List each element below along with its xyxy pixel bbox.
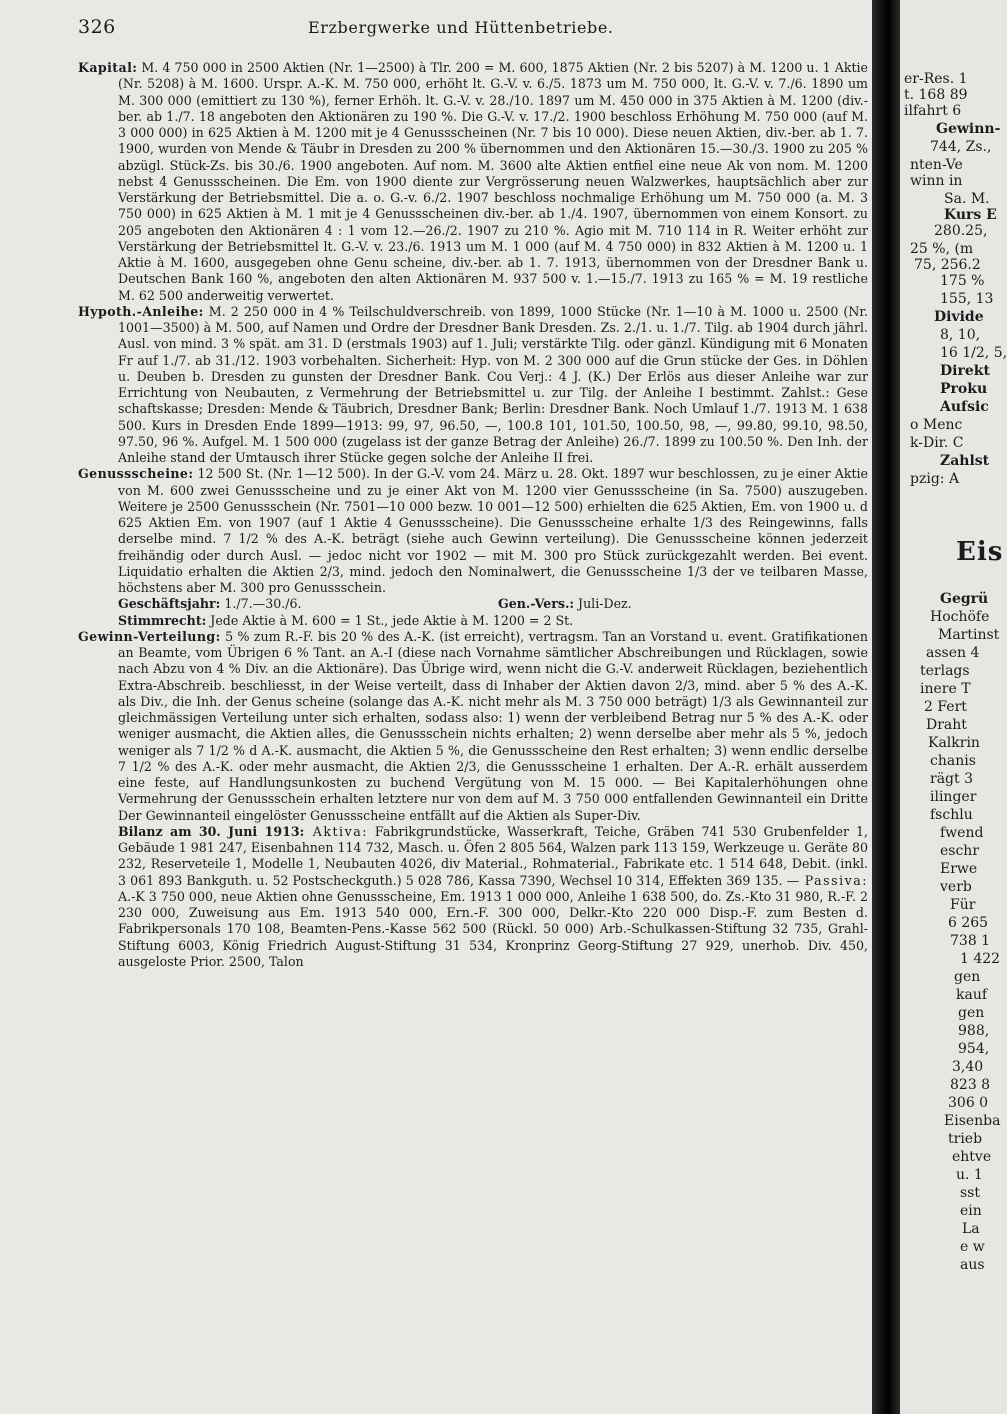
adjacent-line: 280.25, <box>934 223 988 239</box>
entry-gewinn-verteilung <box>78 629 868 824</box>
bilanz-label: Bilanz am 30. Juni 1913: <box>118 823 305 839</box>
adjacent-line: Proku <box>940 381 988 397</box>
entry-label: Hypoth.-Anleihe: <box>78 303 204 319</box>
adjacent-line: k-Dir. C <box>910 435 964 451</box>
adjacent-line: inere T <box>920 681 971 697</box>
adjacent-line: Martinst <box>938 627 1000 643</box>
adjacent-line: o Menc <box>910 417 963 433</box>
adjacent-line: chanis <box>930 753 976 769</box>
adjacent-line: Gewinn- <box>936 121 1001 137</box>
entry-text: 5 % zum R.-F. bis 20 % des A.-K. (ist erreicht), vertragsm. Tan an Vorstand u. event. Gratifikationen an Beamte, vom Übrigen 6 % Tant. an A.-I (diese nach Vornahme sämtlicher Abschreibungen und Rücklagen, sowie nach Abzu von 4 % Div. an die Aktionäre). Das Übrige wird, wenn nicht die G.-V. anderweit Rücklagen, beziehentlich Extra-Abschreib. beschliesst, in der Weise verteilt, dass di Inhaber der Aktien davon 2/3, mind. aber 5 % des A.-K. als Div., die Inh. der Genus scheine (solange das A.-K. nicht mehr als M. 3 750 000 beträgt) 1/3 als Gewinnanteil zur gleichmässigen Verteilung unter sich erhalten, sodass also: 1) wenn der verbleibend Betrag nur 5 % des A.-K. oder weniger ausmacht, die Aktien alles, die Genussschein nichts erhalten; 2) wenn derselbe aber mehr als 5 %, jedoch weniger als 7 1/2 % d A.-K. ausmacht, die Aktien 5 %, die Genussscheine den Rest erhalten; 3) wenn endlic derselbe 7 1/2 % des A.-K. oder mehr ausmacht, die Aktien 2/3, die Genussscheine 1 erhalten. Der A.-R. erhält ausserdem eine feste, auf Handlungsunkosten zu buchend Vergütung von M. 15 000. — Bei Kapitalerhöhungen ohne Vermehrung der Genussschein erhalten letztere nur von dem auf M. 3 750 000 entfallenden Gewinnanteil ein Dritte Der Gewinnanteil eingelöster Genussscheine entfällt auf die Aktien als Super-Div. <box>118 628 868 823</box>
adjacent-line: eschr <box>940 843 980 859</box>
adjacent-line: Kurs E <box>944 207 997 223</box>
entry-text: 12 500 St. (Nr. 1—12 500). In der G.-V. vom 24. März u. 28. Okt. 1897 wur beschlossen, zu je einer Aktie von M. 600 zwei Genussscheine und zu je einer Akt von M. 1200 vier Genussscheine (in Sa. 7500) auszugeben. Weitere je 2500 Genussschein (Nr. 7501—10 000 bezw. 10 001—12 500) erhielten die 625 Aktien, Em. von 1900 u. d 625 Aktien Em. von 1907 (auf 1 Aktie 4 Genussscheine). Die Genussscheine erhalte 1/3 des Reingewinns, falls derselbe mind. 7 1/2 % des A.-K. beträgt (siehe auch Gewinn verteilung). Die Genussscheine können jederzeit freihändig oder durch Ausl. — jedoc nicht vor 1902 — mit M. 300 pro Stück zurückgezahlt werden. Bei event. Liquidatio erhalten die Aktien 2/3, mind. jedoch den Nominalwert, die Genussscheine 1/3 der ve teilbaren Masse, höchstens aber M. 300 pro Genussschein. <box>118 466 868 595</box>
adjacent-line: assen 4 <box>926 645 980 661</box>
adjacent-line: Zahlst <box>940 453 990 469</box>
entry-stimmrecht <box>78 613 868 629</box>
adjacent-line: Gegrü <box>940 591 989 607</box>
stimmrecht-label: Stimmrecht: <box>118 612 207 628</box>
entry-genussscheine <box>78 466 868 596</box>
entry-hypoth-anleihe <box>78 304 868 467</box>
adjacent-line: 738 1 <box>950 933 991 949</box>
geschaeftsjahr-value: 1./7.—30./6. <box>220 596 302 612</box>
adjacent-line: 16 1/2, 5, <box>940 345 1007 361</box>
adjacent-line: Hochöfe <box>930 609 990 625</box>
passiva-text: A.-K 3 750 000, neue Aktien ohne Genussscheine, Em. 1913 1 000 000, Anleihe 1 638 500, do. Zs.-Kto 31 980, R.-F. 2 230 000, Zuweisung aus Em. 1913 540 000, Ern.-F. 300 000, Delkr.-Kto 220 000 Disp.-F. zum Besten d. Fabrikpersonals 170 108, Beamten-Pens.-Kasse 562 500 (Rückl. 50 000) Arb.-Schulkassen-Stiftung 32 735, Grahl-Stiftung 6003, König Friedrich August-Stiftung 31 534, Kronprinz Georg-Stiftung 27 929, unerhob. Div. 450, ausgeloste Prior. 2500, Talon <box>118 888 868 969</box>
adjacent-line: 823 8 <box>950 1077 991 1093</box>
adjacent-line: winn in <box>910 173 963 189</box>
adjacent-line: 2 Fert <box>924 699 967 715</box>
entry-label: Kapital: <box>78 60 138 75</box>
adjacent-line: Draht <box>926 717 967 733</box>
adjacent-line: ehtve <box>952 1149 992 1165</box>
adjacent-line: aus <box>960 1257 985 1273</box>
gen-vers <box>498 596 868 612</box>
adjacent-line: 25 %, (m <box>910 241 974 257</box>
adjacent-line: Für <box>950 897 976 913</box>
adjacent-page-fragment <box>900 0 1007 1414</box>
adjacent-line: er-Res. 1 <box>904 71 968 87</box>
page-header <box>78 16 868 42</box>
adjacent-line: t. 168 89 <box>904 87 968 103</box>
entry-bilanz <box>78 824 868 970</box>
entry-kapital <box>78 60 868 304</box>
adjacent-line: verb <box>940 879 972 895</box>
adjacent-line: pzig: A <box>910 471 960 487</box>
adjacent-line: Erwe <box>940 861 978 877</box>
geschaeftsjahr <box>118 596 498 612</box>
adjacent-line: Eisenba <box>944 1113 1001 1129</box>
adjacent-line: ein <box>960 1203 982 1219</box>
fiscal-meta-row <box>78 596 868 612</box>
adjacent-line: 1 422 <box>960 951 1001 967</box>
adjacent-line: gen <box>958 1005 985 1021</box>
adjacent-line: u. 1 <box>956 1167 983 1183</box>
adjacent-line: 175 % <box>940 273 985 289</box>
gen-vers-label: Gen.-Vers.: <box>498 596 575 612</box>
adjacent-line: sst <box>960 1185 980 1201</box>
entry-label: Genussscheine: <box>78 466 194 482</box>
adjacent-line: ilfahrt 6 <box>904 103 962 119</box>
adjacent-line: rägt 3 <box>930 771 973 787</box>
body-text <box>78 60 868 970</box>
adjacent-line: fschlu <box>930 807 973 823</box>
adjacent-line: Kalkrin <box>928 735 980 751</box>
adjacent-line: Aufsic <box>940 399 989 415</box>
adjacent-line: ilinger <box>930 789 977 805</box>
adjacent-line: 6 265 <box>948 915 989 931</box>
stimmrecht-text: Jede Aktie à M. 600 = 1 St., jede Aktie à M. 1200 = 2 St. <box>206 612 574 628</box>
gen-vers-value: Juli-Dez. <box>574 596 632 612</box>
page-number: 326 <box>78 16 116 38</box>
adjacent-line: Direkt <box>940 363 990 379</box>
adjacent-line: La <box>962 1221 980 1237</box>
book-gutter <box>872 0 900 1414</box>
adjacent-line: 3,40 <box>952 1059 984 1075</box>
adjacent-line: 75, 256.2 <box>914 257 981 273</box>
entry-label: Gewinn-Verteilung: <box>78 628 221 644</box>
running-head: Erzbergwerke und Hüttenbetriebe. <box>308 18 614 37</box>
adjacent-line: e w <box>960 1239 985 1255</box>
adjacent-line: 155, 13 <box>940 291 994 307</box>
adjacent-line: trieb <box>948 1131 983 1147</box>
adjacent-line: 8, 10, <box>940 327 981 343</box>
entry-text: M. 4 750 000 in 2500 Aktien (Nr. 1—2500) à Tlr. 200 = M. 600, 1875 Aktien (Nr. 2 bis 5207) à M. 1200 u. 1 Aktie (Nr. 5208) à M. 1600. Urspr. A.-K. M. 750 000, erhöht lt. G.-V. v. 6./5. 1873 um M. 750 000, lt. G.-V. v. 7./6. 1890 um M. 300 000 (emittiert zu 130 %), ferner Erhöh. lt. G.-V. v. 28./10. 1897 um M. 450 000 in 375 Aktien à M. 1200 (div.-ber. ab 1./7. 18 angeboten den Aktionären zu 190 %. Die G.-V. v. 17./2. 1900 beschloss Erhöhung M. 750 000 (auf M. 3 000 000) in 625 Aktien à M. 1200 mit je 4 Genussscheinen (Nr. 7 bis 10 000). Diese neuen Aktien, div.-ber. ab 1. 7. 1900, wurden von Mende & Täubr in Dresden zu 200 % übernommen und den Aktionären 15.—30./3. 1900 zu 205 % abzügl. Stück-Zs. bis 30./6. 1900 angeboten. Auf nom. M. 3600 alte Aktien entfiel eine neue Ak von nom. M. 1200 nebst 4 Genussscheinen. Die Em. von 1900 diente zur Vergrösserung neuen Walzwerkes, hauptsächlich aber zur Verstärkung der Betriebsmittel. Die a. o. G.-v. 6./2. 1907 beschloss nochmalige Erhöhung um M. 750 000 (a. M. 3 750 000) in 625 Aktien à M. 1 mit je 4 Genussscheinen div.-ber. ab 1./4. 1907, übernommen von einem Konsort. zu 205 angeboten den Aktionären 4 : 1 vom 12.—26./2. 1907 zu 210 %. Agio mit M. 710 114 in R. Weiter erhöht zur Verstärkung der Betriebsmittel lt. G.-V. v. 23./6. 1913 um M. 1 000 (auf M. 4 750 000) in 832 Aktien à M. 1200 u. 1 Aktie à M. 1600, ausgegeben ohne Genu scheine, div.-ber. ab 1. 7. 1913, übernommen von der Dresdner Bank u. Deutschen Bank 160 %, angeboten den alten Aktionären M. 937 500 v. 1.—15./7. 1913 zu 165 % = M. 19 restliche M. 62 500 anderweitig verwertet. <box>118 60 868 303</box>
adjacent-line: 954, <box>958 1041 990 1057</box>
aktiva-text: Fabrikgrundstücke, Wasserkraft, Teiche, Gräben 741 530 Grubenfelder 1, Gebäude 1 981 247, Eisenbahnen 114 732, Masch. u. Öfen 2 805 564, Walzen park 113 159, Werkzeuge u. Geräte 80 232, Reserveteile 1, Modelle 1, Neubauten 4026, div Material., Rohmaterial., Fabrikate etc. 1 514 648, Debit. (inkl. 3 061 893 Bankguth. u. 52 Postscheckguth.) 5 028 786, Kassa 7390, Wechsel 10 314, Effekten 369 135. — <box>118 823 869 888</box>
adjacent-line: gen <box>954 969 981 985</box>
adjacent-page-heading: Eis <box>956 537 1004 567</box>
adjacent-line: Divide <box>934 309 984 325</box>
geschaeftsjahr-label: Geschäftsjahr: <box>118 596 221 612</box>
adjacent-line: kauf <box>956 987 988 1003</box>
adjacent-line: 306 0 <box>948 1095 989 1111</box>
adjacent-line: 988, <box>958 1023 990 1039</box>
aktiva-label: Aktiva: <box>304 823 368 839</box>
adjacent-line: Sa. M. <box>944 191 990 207</box>
adjacent-line: nten-Ve <box>910 157 963 173</box>
passiva-label: Passiva: <box>799 872 868 888</box>
adjacent-line: 744, Zs., <box>930 139 992 155</box>
adjacent-line: terlags <box>920 663 970 679</box>
adjacent-line: fwend <box>940 825 984 841</box>
entry-text: M. 2 250 000 in 4 % Teilschuldverschreib. von 1899, 1000 Stücke (Nr. 1—10 à M. 1000 u. 2500 (Nr. 1001—3500) à M. 500, auf Namen und Ordre der Dresdner Bank Dresden. Zs. 2./1. u. 1./7. Tilg. ab 1904 durch jährl. Ausl. von mind. 3 % spät. am 31. D (erstmals 1903) auf 1. Juli; verstärkte Tilg. oder gänzl. Kündigung mit 6 Monaten Fr auf 1./7. ab 31./12. 1903 vorbehalten. Sicherheit: Hyp. von M. 2 300 000 auf die Grun stücke der Ges. in Döhlen u. Deuben b. Dresden zu gunsten der Dresdner Bank. Cou Verj.: 4 J. (K.) Der Erlös aus dieser Anleihe war zur Errichtung von Neubauten, z Vermehrung der Betriebsmittel u. zur Tilg. der Anleihe I bestimmt. Zahlst.: Gese schaftskasse; Dresden: Mende & Täubrich, Dresdner Bank; Berlin: Dresdner Bank. Noch Umlauf 1./7. 1913 M. 1 638 500. Kurs in Dresden Ende 1899—1913: 99, 97, 96.50, —, 100.8 101, 101.50, 100.50, 98, —, 99.80, 99.10, 98.50, 97.50, 96 %. Aufgel. M. 1 500 000 (zugelass ist der ganze Betrag der Anleihe) 26./7. 1899 zu 100.50 %. Den Inh. der Anleihe stand der Umtausch ihrer Stücke gegen solche der Anleihe II frei. <box>118 303 868 465</box>
